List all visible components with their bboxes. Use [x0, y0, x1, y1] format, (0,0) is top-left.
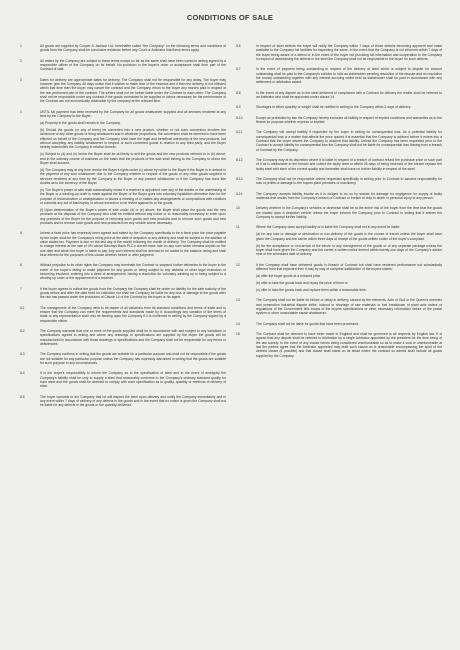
clause-number: 8.7: [236, 67, 241, 72]
clause: [236, 44, 442, 64]
clause-text: [256, 158, 442, 174]
clause-number: 8.2: [20, 328, 25, 333]
clause-text: [256, 67, 442, 87]
clause: [236, 298, 442, 318]
clause: [20, 329, 226, 349]
clause-number: 2: [20, 58, 22, 63]
clause-paragraph: The Contract shall be deemed to have been made in England and shall be governed in all respects by English law. It is agreed that any dispute shall be referred to Arbitration by a single Arbitrator appointed by the president for the time being of the law society. In the event of any clause herein being considered unenforceable so as to make it void or unenforceable at law the parties agree that the Arbitrator appointed may draft such clause as is reasonable encompassing the spirit of the deleted clause (if possible) and that clause shall stand on its stead where the contract so admits shall include all goods supplied by the Company.: [256, 331, 442, 358]
clause-text: [256, 44, 442, 64]
clause: [20, 371, 226, 391]
clause-paragraph: (b) offer to take the goods back and repay the price of them or: [256, 280, 348, 285]
clause-paragraph: The Company accepts liability insofar as it is obliged to do so by statute for damage for negligence for supply of faulty materials that results from the Company's breach of Contract or breach of duty to death or personal injury to any person.: [256, 191, 442, 201]
clause-paragraph: The Company will accept liability if requested by the buyer in writing for consequential loss. As a potential liability for consequential loss is a matter that affects the price quoted it is essential that the Company is advised before it enters into a Contract that the buyer wishes the Company to assume that liability. Unless the Company has been requested prior to the Contract to accept liability for consequential loss the Company shall not be liable for consequential loss flowing from a breach of Contract by the Company.: [256, 130, 442, 152]
clause-text: [40, 329, 226, 349]
clause-paragraph: The Company confirms in writing that the goods are suitable for a particular purpose and shall not be responsible if the goods are not suitable for any particular purpose unless the Company has expressly warranted in writing that the goods are suitable for such purpose in any circumstances.: [40, 352, 226, 366]
clause-text: [40, 231, 226, 260]
clause-paragraph: Shortages in either quantity or weight shall be notified in writing to the Company within 3 days of delivery.: [256, 105, 412, 110]
clause: [20, 44, 226, 55]
clause-number: 7: [20, 286, 22, 291]
clause-paragraph: In the event of payment being outstanding in respect of the delivery of steel which is subject to dispute for amount outstanding shall be paid to the Company's solicitor to hold as stakeholder pending resolution of the dispute and on resolution the money outstanding together with any interest accruing whilst held as stakeholder shall be paid in accordance with any settlement or arbitration award.: [256, 67, 442, 85]
clause-paragraph: The Company shall not be responsible unless requested specifically in writing prior to Contract to assume responsibility for loss of profits or damage to the buyers plant premises or machinery.: [256, 177, 442, 186]
clause-text: [40, 59, 226, 75]
clause-paragraph: Dates for delivery are approximate dates for delivery. The Company shall not be responsible for any delay. The buyer may however give the Company 48 days notice that it wishes to make time of the essence and if then the delivery is not effected within that time then the buyer may cancel the contract and the Company return to the buyer any monies paid in respect of the non-performed part of the contract. The sellers shall not be further liable under the Contract to each other. The Company shall not be responsible under any contract if the goods contracted to be supplied or labour necessary for the performance of the Contract are not economically obtainable by the company at the relevant time.: [40, 77, 226, 104]
clause-text: [256, 192, 442, 203]
clause-number: 10: [236, 206, 240, 211]
clause: [20, 110, 226, 228]
clause-number: 13: [236, 298, 240, 303]
clause-number: 8.8: [236, 90, 241, 95]
clause: [236, 192, 442, 203]
clause: [236, 177, 442, 188]
clause-text: [40, 287, 226, 303]
clause-text: [40, 395, 226, 411]
clause-number: 12: [236, 262, 240, 267]
clause: [20, 78, 226, 107]
clause-text: [40, 306, 226, 326]
clause-paragraph: (b) Should the goods (or any of them) be converted into a new product, whether or not such conversion involves the admixture of any other goods or thing whatsoever and in whatever proportions, the conversion shall be deemed to have been effected on behalf of the Company and the Company shall have the legal and beneficial ownership of the new products, but without accepting any liability whatsoever in respect of such converted goods in relation to any third party, and the Buyer hereby indemnifies the Company in relation thereto.: [40, 127, 226, 150]
clause-number: 6: [20, 263, 22, 268]
clause-number: 8.6: [236, 44, 241, 48]
clause: [20, 395, 226, 411]
clause: [236, 116, 442, 127]
clause-paragraph: (f) Upon determination of the Buyer's power of sale under (d) or (e) above, the Buyer shall place the goods and the new products at the disposal of the Company who shall be entitled without any notice or to reasonably necessary to enter upon any premises of the Buyer for the purpose of removing such goods and new products and to remove such goods and new products and to remove such goods and new products from any vehicle where necessary.: [40, 207, 226, 225]
clause-text: [256, 298, 442, 318]
clause-paragraph: (c) offer to take the goods back and replace them within a reasonable time.: [256, 287, 367, 292]
clause-paragraph: The Company may at its discretion where it is liable in respect of a breach of contract refund the purchase price or such part of it as is attributable to the breach and collect the faulty steel or within 28 days of being informed of the breach replace the faulty steel with steel of the correct quality and thereafter shall have no further liability in respect of the steel.: [256, 158, 442, 171]
clause-number: 1: [20, 44, 22, 48]
clause: [236, 225, 442, 259]
clause-number: 4: [20, 109, 22, 114]
clause-text: [256, 322, 442, 329]
clause-paragraph: If the Company shall have delivered goods in Breach of Contract but shall have rendered performance not substantially different from that expected then it may by way of complete satisfaction of the buyers claims:: [256, 262, 442, 272]
clause-number: 15: [236, 331, 240, 336]
clause-number: 3: [20, 77, 22, 82]
clause: [20, 59, 226, 75]
clause: [20, 352, 226, 368]
clause-paragraph: (a) offer the buyer goods at a reduced price: [256, 273, 321, 278]
clause-text: [256, 225, 442, 259]
clause: [20, 287, 226, 303]
clause-paragraph: Unless a fixed price has expressly been agreed and stated by the Company specifically to be a fixed price the price payable by the buyer shall be the Company's ruling price at the date of despatch or any delivery and shall be subject to the addition of value added tax. Payment is due on the last day of the month following the month of delivery. The Company shall be entitled to charge interest at the rate of 4% above Barclays Bank PLC's current base rate on any sum which remains unpaid on the due date and which the buyer is liable to pay. Any such interest shall be deemed to be added to the balance owing and shall bear interest for the purposes of this clause whether before or after judgment.: [40, 231, 226, 257]
clause-paragraph: It is the buyer's responsibility to inform the Company as to the specification of steel and in the event of ambiguity the Company's liability shall be only to supply a steel that reasonably conforms to the Company's ordinary standard quality for such steel and the goods shall be deemed to comply with such specification as to quality, quantity or methods of delivery of steel.: [40, 371, 226, 389]
clause-number: 8.13: [236, 177, 243, 182]
clause-number: 8.11: [236, 130, 243, 135]
clause: [236, 332, 442, 361]
clause-paragraph: The Company shall not be liable for failure or delay in delivery caused by the elements. Acts of God or the Queen's enemies and commotion industrial dispute strike, lockout or shortage of raw materials or fuel breakdown of plant acts orders or regulations of the Government bills troops of the buyers specifications or other necessary information failure of the postal system or other unavoidable cause whatsoever.: [256, 298, 442, 316]
clause-paragraph: The management of the Company wish to be aware of all variations from its standard conditions and terms of trade and to ensure that the Company can meet the requirements and standards made by it. Accordingly any variation of the terms of trade or any representation shall only be binding upon the Company if it is confirmed in writing by the Company signed by a responsible officer.: [40, 305, 226, 323]
right-column: [236, 44, 442, 364]
clause-number: 8.5: [20, 394, 25, 399]
clause-paragraph: The Company warrants that one or more of the goods supplied shall be in accordance with and subject to any variations or specifications agreed in writing and where any drawings or specifications are supplied by the buyer the goods will be manufactured in accordance with those drawings or specifications and the Company shall not be responsible for any errors or deficiencies.: [40, 328, 226, 346]
clause: [236, 206, 442, 222]
clause-paragraph: If the buyer agrees to collect the goods from the Company the Company shall be under no liability for the safe custody of the goods before and after the date fixed for collection nor shall the Company be liable for any loss or damage to the goods after the risk has passed under the provisions of Clause 14 of the Contract by the buyer or his agent.: [40, 286, 226, 300]
clause-paragraph: Except as prohibited by law the Company hereby excludes all liability in respect of implied conditions and warranties as to the fitness for purpose whether express or implied.: [256, 115, 442, 125]
clause-text: [256, 91, 442, 102]
clause-paragraph: Without prejudice to its other rights the Company may terminate the Contract or suspend further deliveries to the buyer in the event of the buyer's failing to make payment for any goods or being subject to any distress or other legal execution or becoming insolvent, entering into a deed of arrangement, having a resolution for voluntary winding up or being subject to a winding up order or the appointment of a receiver.: [40, 263, 226, 281]
clause: [236, 130, 442, 154]
clause-paragraph: In the event of any dispute as to the steel delivered or compliance with a Contract for delivery the matter shall be referred to an Arbitrator who shall be appointed under clause 19.: [256, 90, 442, 100]
clause-text: [256, 130, 442, 154]
clause-number: 11: [236, 225, 240, 230]
clause-paragraph: (a) Property in the goods shall remain in the Company.: [40, 121, 121, 126]
clause-paragraph: The Company shall not be liable for goods that have been processed.: [256, 321, 359, 326]
clause-paragraph: In respect of steel defects the buyer will notify the Company within 7 days of those defects becoming apparent and make available to the Company full facilities for inspecting the same. In the event that the Company is not informed within 7 days of the buyer being aware of a defect or in the event of the buyer not providing full information and cooperation to the Company in respect of ascertaining the defects in the steel the Company shall not be responsible to the buyer for such defects.: [256, 44, 442, 62]
clause: [236, 263, 442, 295]
clause-text: [256, 177, 442, 188]
clause-paragraph: All goods are supplied by Cooper & Jackson Ltd. hereinafter called "the Company" on the following terms and conditions of goods from the Company shall be conclusive evidence before any Court or Arbitrator that these terms apply.: [40, 44, 226, 53]
clause-paragraph: All orders by the Company are subject to these terms except so far as the same shall have been varied in writing signed by a responsible officer of the Company on its behalf. No provision in the buyer's order or acceptance shall form part of the Contract of sale.: [40, 58, 226, 72]
clause-paragraph: UNTIL full payment has been received by the Company for all goods whatsoever supplied and all services rendered at any time by the Company to the Buyer-: [40, 109, 226, 119]
clause-number: 8.3: [20, 352, 25, 357]
clause-text: [40, 371, 226, 391]
clause-number: 8.1: [20, 305, 25, 310]
clause-text: [256, 206, 442, 222]
clause-paragraph: Delivery whether in the Company's vehicles or otherwise shall be at the entire risk of the buyer from the time that the goods are loaded upon a despatch vehicle unless the buyer informs the Company prior to Contract in writing that it wishes the Company to accept further liability.: [256, 206, 442, 220]
clause-number: 8.4: [20, 371, 25, 376]
clause-text: [40, 110, 226, 228]
clause-text: [256, 263, 442, 295]
clause: [236, 67, 442, 87]
clause-number: 8.14: [236, 191, 243, 196]
clause-paragraph: (b) for the acceptance or non-arrival of the whole or any consignment of the goods or of any separate package unless the buyer shall have given the Company and the carrier a written notice thereof within twenty-one days of the Company's advice note of the scheduled date of delivery.: [256, 243, 442, 257]
clause-paragraph: (d) The Company may at any time revoke the Buyer's rights under (c) above by notice to the Buyer if the Buyer is in default in the payment of any sum whatsoever due to the Company whether in respect of the goods or any other goods supplied or services rendered at any time by the Company to the Buyer or any present whatsoever or if the Company has bona fide doubts as to the solvency of the Buyer.: [40, 167, 226, 185]
clause: [20, 306, 226, 326]
clause-paragraph: The buyer warrants to the Company that he will inspect the steel upon delivery and notify the Company immediately and in any event within 7 days of delivery of any defects in the goods and in the event that no notice is given the Company shall not be liable for any defects in the goods or the quantity delivered.: [40, 394, 226, 408]
clause: [236, 158, 442, 174]
clause-number: 8.10: [236, 115, 243, 120]
clause-paragraph: (e) The Buyer's power of sale shall automatically cease if a receiver is appointed over any of the assets or the undertaking of the Buyer or a winding-up order is made against the Buyer or the Buyer goes into voluntary liquidation otherwise than for the purpose of reconstruction or amalgamation or issues a meeting of or makes any arrangements or compositions with creditors or commits any act of bankruptcy or whose execution to be levied against its or the goods.: [40, 187, 226, 205]
clause-number: 8.12: [236, 158, 243, 163]
clause-number: 8.9: [236, 105, 241, 110]
clause-text: [256, 116, 442, 127]
clause-paragraph: Where the Company does accept liability or is liable the Company shall not in any event be liable:: [256, 225, 401, 230]
clause: [20, 231, 226, 260]
clause: [236, 91, 442, 102]
clause-paragraph: (a) for any loss or damage or destruction or non-delivery of the goods in the course of transit unless the buyer shall have given the Company and the carrier within three days of receipt of the goods written notice of the buyer's complaint.: [256, 232, 442, 241]
left-column: [20, 44, 226, 414]
clause-text: [40, 44, 226, 55]
clause-text: [256, 105, 442, 112]
clause-paragraph: (c) Subject to (d) and (e) below the Buyer shall be at liberty to sell the goods and the new products referred to in (b) above, and in the ordinary course of business on the basis that the products of the sale shall belong to the Company to whom the Buyer shall account.: [40, 152, 226, 165]
clause-number: 5: [20, 231, 22, 236]
clause: [20, 263, 226, 283]
clause-text: [40, 78, 226, 107]
clause-number: 14: [236, 321, 240, 326]
page-title: CONDITIONS OF SALE: [186, 13, 274, 22]
clause-text: [40, 263, 226, 283]
clause: [236, 322, 442, 329]
clause: [236, 105, 442, 112]
clause-text: [40, 352, 226, 368]
clause-text: [256, 332, 442, 361]
